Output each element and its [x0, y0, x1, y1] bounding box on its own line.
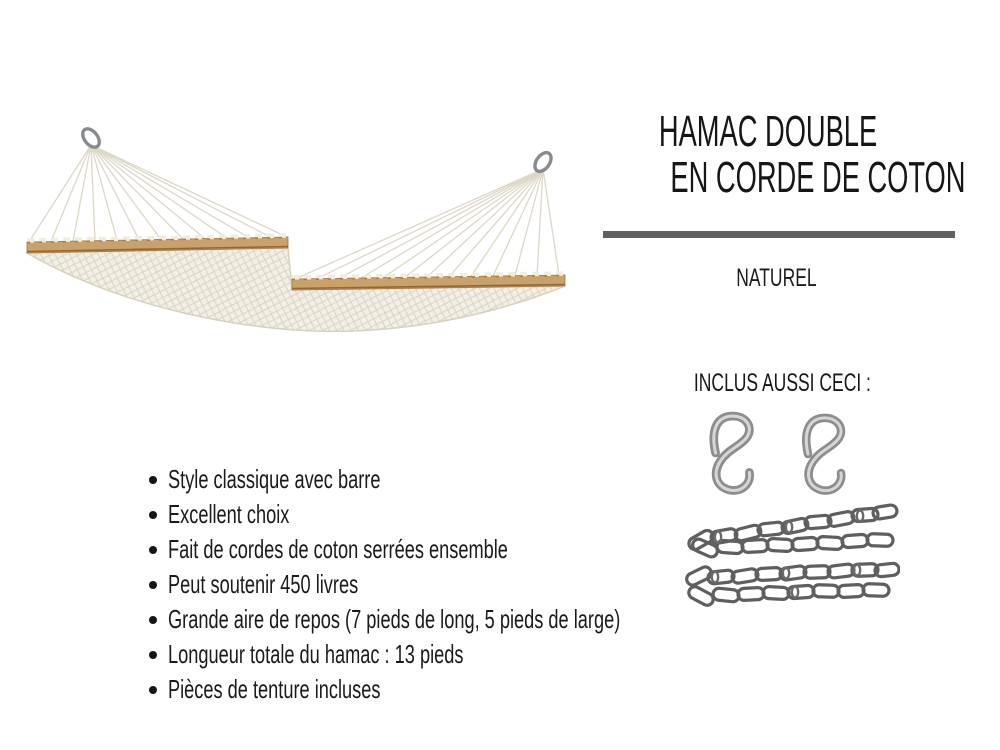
product-title: [580, 107, 966, 202]
list-item: Fait de cordes de coton serrées ensemble: [148, 532, 708, 567]
list-item: Longueur totale du hamac : 13 pieds: [148, 637, 708, 672]
left-rope-fan: [29, 145, 287, 242]
chain-icon: [685, 500, 900, 612]
product-title-line1: HAMAC DOUBLE: [658, 107, 878, 156]
s-hook-icon: [795, 412, 855, 496]
product-title-line2: EN CORDE DE COTON: [670, 153, 966, 202]
bullet-icon: [149, 651, 157, 659]
bullet-icon: [149, 511, 157, 519]
right-rope-fan: [295, 169, 559, 279]
left-hanging-ring-icon: [79, 126, 102, 151]
bullet-icon: [149, 686, 157, 694]
list-item: Excellent choix: [148, 497, 708, 532]
bullet-icon: [149, 616, 157, 624]
bullet-icon: [149, 546, 157, 554]
variant-label: NATUREL: [735, 264, 817, 292]
includes-heading: INCLUS AUSSI CECI :: [693, 369, 871, 397]
list-item: Grande aire de repos (7 pieds de long, 5 pieds de large): [148, 602, 708, 637]
list-item: Style classique avec barre: [148, 462, 708, 497]
bullet-icon: [149, 581, 157, 589]
list-item: Pièces de tenture incluses: [148, 672, 708, 707]
bullet-icon: [149, 476, 157, 484]
hammock-illustration: [25, 125, 570, 340]
right-hanging-ring-icon: [532, 150, 555, 175]
divider: [603, 231, 955, 238]
feature-list: [148, 462, 708, 707]
s-hook-icon: [702, 410, 764, 496]
list-item: Peut soutenir 450 livres: [148, 567, 708, 602]
